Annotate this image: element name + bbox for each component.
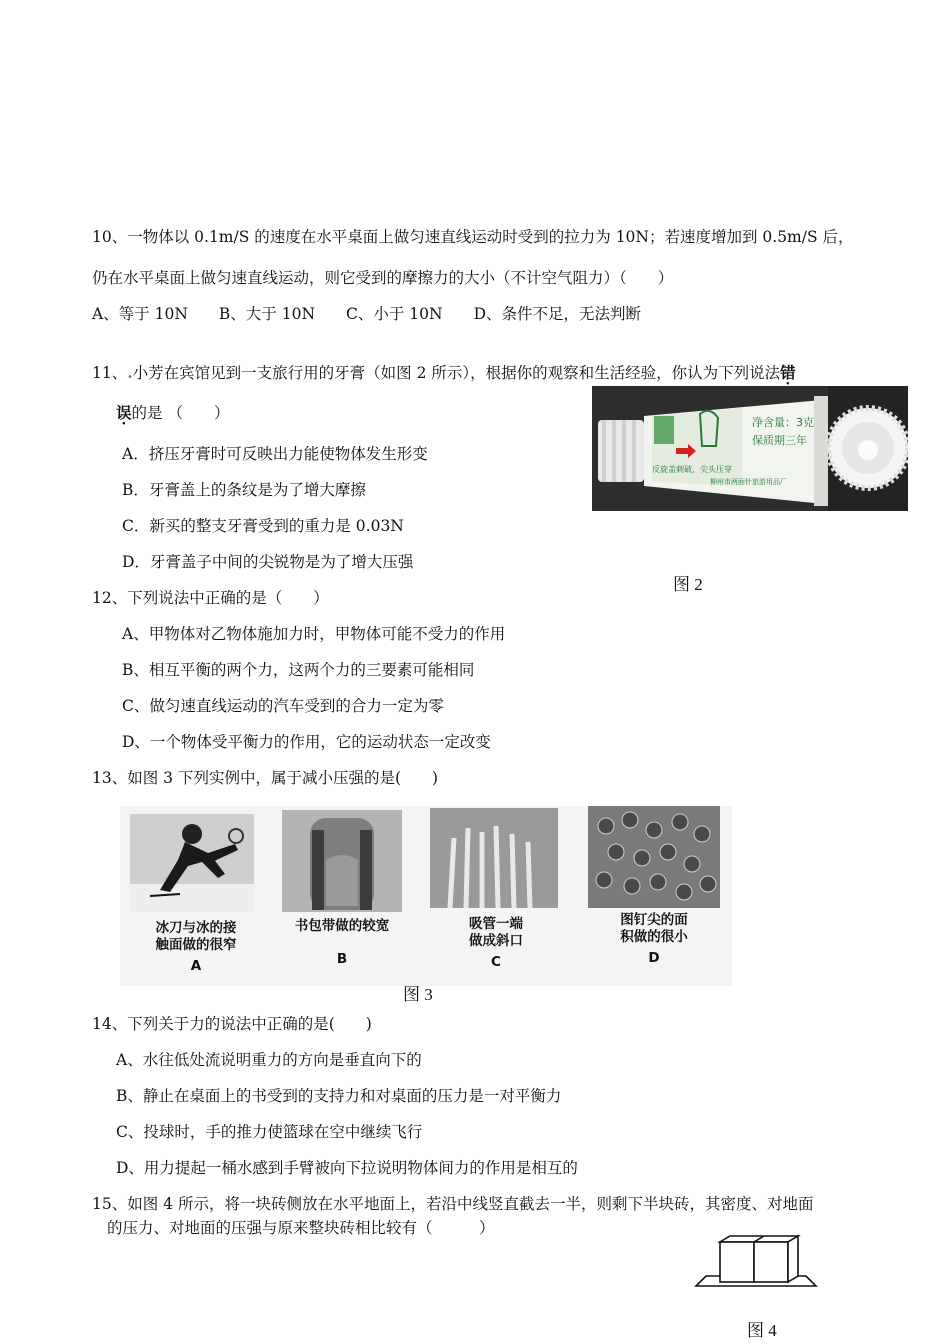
- tube-net-weight: 净含量：3克: [752, 416, 814, 429]
- q14-option-b: B、静止在桌面上的书受到的支持力和对桌面的压力是一对平衡力: [116, 1087, 562, 1105]
- q11-option-c: C．新买的整支牙膏受到的重力是 0.03N: [122, 517, 404, 535]
- q12-option-a: A、甲物体对乙物体施加力时，甲物体可能不受力的作用: [122, 625, 506, 643]
- fig3-label-a-text: 冰刀与冰的接 触面做的很窄: [155, 920, 237, 953]
- tube-instruction: 反旋盖刺破，尖头压穿: [652, 465, 732, 474]
- q11-line1: [92, 363, 796, 383]
- fig3-label-b-text: 书包带做的较宽: [294, 918, 390, 934]
- q11-option-b: B．牙膏盖上的条纹是为了增大摩擦: [122, 481, 366, 499]
- q14-stem: 14、下列关于力的说法中正确的是( ): [92, 1015, 372, 1033]
- q10-options: A、等于 10N B、大于 10N C、小于 10N D、条件不足，无法判断: [92, 305, 642, 323]
- q12-option-b: B、相互平衡的两个力，这两个力的三要素可能相同: [122, 661, 475, 679]
- fig3-letter-b: B: [336, 951, 348, 967]
- fig3-label-a: [134, 920, 258, 975]
- q11-emphasis-2: 误: [116, 403, 132, 422]
- tube-manufacturer: 柳州市两面针旅游用品厂: [710, 478, 787, 486]
- thumbtacks-photo: [588, 806, 720, 908]
- q11-line2-rest: 的是 （ ）: [131, 404, 230, 422]
- q10-line2: 仍在水平桌面上做匀速直线运动，则它受到的摩擦力的大小（不计空气阻力）（ ）: [92, 269, 674, 287]
- tube-shelf-life: 保质期三年: [752, 434, 807, 447]
- fig3-label-d: [592, 912, 716, 967]
- fig3-letter-d: D: [648, 950, 660, 966]
- q11-line2: [116, 403, 229, 423]
- straws-photo: [430, 808, 558, 908]
- toothpaste-illustration: [592, 386, 908, 511]
- backpack-photo: [282, 810, 402, 912]
- q11-stem-text: 小芳在宾馆见到一支旅行用的牙膏（如图 2 所示），根据你的观察和生活经验，你认为下列说法: [132, 364, 781, 382]
- fig3-label-c: [434, 916, 558, 971]
- q11-dot-mark: .: [127, 363, 133, 382]
- q11-number: 11、: [92, 364, 128, 382]
- q10-line1: 10、一物体以 0.1m/S 的速度在水平桌面上做匀速直线运动时受到的拉力为 10N；若速度增加到 0.5m/S 后，: [92, 228, 854, 246]
- figure-2-caption: 图 2: [673, 575, 703, 594]
- q15-line1: 15、如图 4 所示，将一块砖侧放在水平地面上，若沿中线竖直截去一半，则剩下半块砖，其密度、对地面: [92, 1195, 814, 1213]
- fig3-label-c-text: 吸管一端 做成斜口: [469, 916, 523, 949]
- fig3-letter-a: A: [190, 958, 202, 974]
- q14-option-c: C、投球时，手的推力使篮球在空中继续飞行: [116, 1123, 423, 1141]
- q12-option-c: C、做匀速直线运动的汽车受到的合力一定为零: [122, 697, 444, 715]
- q11-emphasis-1: 错: [780, 363, 796, 382]
- q15-line2: 的压力、对地面的压强与原来整块砖相比较有（ ）: [107, 1219, 495, 1237]
- q11-option-a: A．挤压牙膏时可反映出力能使物体发生形变: [122, 445, 428, 463]
- fig3-label-d-text: 图钉尖的面 积做的很小: [620, 912, 688, 945]
- toothpaste-photo: [592, 386, 908, 511]
- q11-option-d: D．牙膏盖子中间的尖锐物是为了增大压强: [122, 553, 414, 571]
- skater-photo: [130, 814, 254, 912]
- figure-4-caption: 图 4: [747, 1321, 777, 1340]
- brick-figure: [690, 1232, 820, 1292]
- q12-stem: 12、下列说法中正确的是（ ）: [92, 589, 329, 607]
- q13-stem: 13、如图 3 下列实例中，属于减小压强的是( ): [92, 769, 439, 787]
- fig3-letter-c: C: [491, 954, 501, 970]
- fig3-label-b: [280, 918, 404, 968]
- figure-3-caption: 图 3: [403, 985, 433, 1004]
- q14-option-a: A、水往低处流说明重力的方向是垂直向下的: [116, 1051, 422, 1069]
- q12-option-d: D、一个物体受平衡力的作用，它的运动状态一定改变: [122, 733, 491, 751]
- q14-option-d: D、用力提起一桶水感到手臂被向下拉说明物体间力的作用是相互的: [116, 1159, 578, 1177]
- figure-3-panel: [120, 806, 732, 986]
